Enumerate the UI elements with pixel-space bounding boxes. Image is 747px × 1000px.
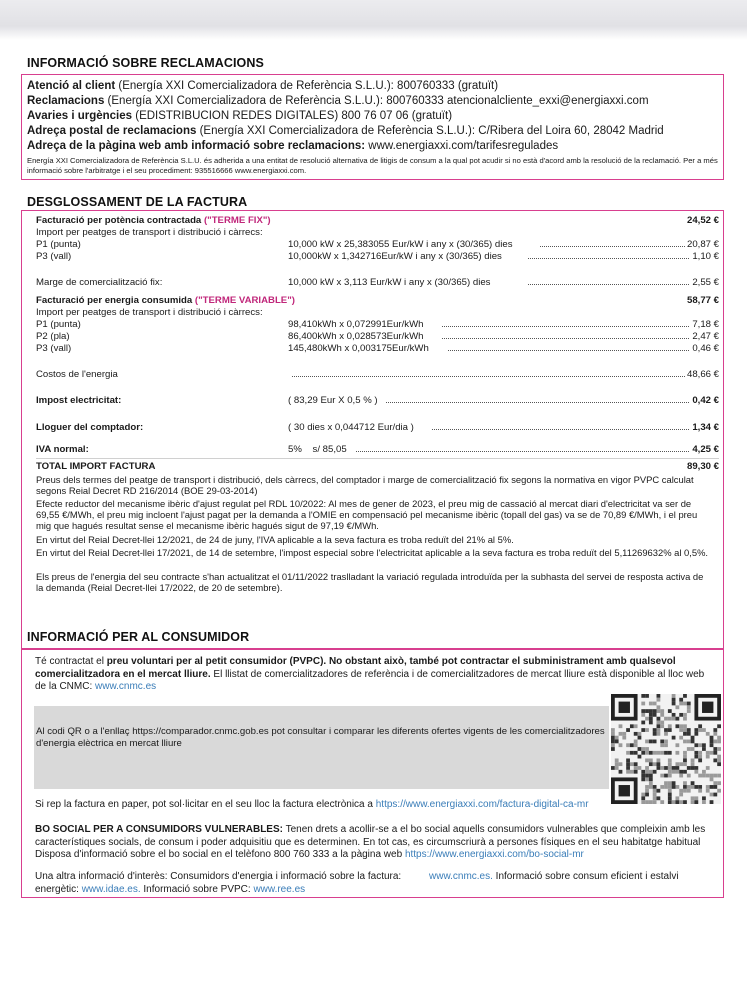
note-peatge: Preus dels termes del peatge de transport i distribució, dels càrrecs, del comptador i marge de comercialització fix segons la normativa en vigor PVPC calculat segons Reial Decret RD 216/2014 (BOE 29-03-2014) — [36, 474, 694, 497]
total-separator — [36, 458, 719, 459]
reclamacions-box — [21, 74, 724, 180]
fix-total: 24,52 € — [686, 215, 719, 226]
variable-row-p3: P3 (vall) 145,480kWh x 0,003175Eur/kWh 0,46 € — [36, 343, 719, 354]
consumidor-box — [21, 648, 724, 898]
comparador-panel — [34, 706, 609, 789]
ree-link[interactable]: www.ree.es — [253, 883, 306, 895]
fix-row-p1: P1 (punta) 10,000 kW x 25,383055 Eur/kW i any x (30/365) dies 20,87 € — [36, 239, 719, 250]
variable-header: Facturació per energia consumida ("TERME VARIABLE") 58,77 € — [36, 295, 719, 306]
fix-marge: Marge de comercialització fix: 10,000 kW x 3,113 Eur/kW i any x (30/365) dies 2,55 € — [36, 277, 719, 288]
desglossament-title: DESGLOSSAMENT DE LA FACTURA — [27, 195, 248, 209]
note-preus: Els preus de l'energia del seu contracte s'han actualitzat el 01/11/2022 traslladant la variació regulada introduïda per la subhasta del servei de resposta activa de la demanda (Reial Decret-llei 17/2022, de 20 de setembre). — [36, 571, 704, 594]
comparador-text: Al codi QR o a l'enllaç https://comparador.cnmc.gob.es pot consultar i comparar les diferents ofertes vigents de les comercialitzadores d'energia elèctrica en mercat lliure — [36, 726, 605, 749]
pvpc-paragraph: Té contractat el preu voluntari per al petit consumidor (PVPC). No obstant això, també pot contractar el subministrament amb qualsevol comercialitzadora en el mercat lliure. El llistat de comercialitzadores de referència i de comercialitzadores de mercat lliure està disponible al lloc web de la CNMC: www.cnmc.es — [35, 656, 705, 693]
iva-row: IVA normal: 5% s/ 85,05 4,25 € — [36, 444, 719, 455]
variable-costos: Costos de l'energia 48,66 € — [36, 369, 719, 380]
cnmc-link-2[interactable]: www.cnmc.es. — [429, 871, 493, 882]
total-row: TOTAL IMPORT FACTURA 89,30 € — [36, 461, 719, 472]
consumidor-title: INFORMACIÓ PER AL CONSUMIDOR — [27, 630, 250, 644]
fix-row-p3: P3 (vall) 10,000kW x 1,342716Eur/kW i any x (30/365) dies 1,10 € — [36, 251, 719, 262]
variable-subheader: Import per peatges de transport i distribució i càrrecs: — [36, 307, 263, 318]
cnmc-link[interactable]: www.cnmc.es — [95, 681, 157, 693]
impost-row: Impost electricitat: ( 83,29 Eur X 0,5 % ) 0,42 € — [36, 395, 719, 406]
qr-code-icon[interactable] — [611, 694, 721, 804]
rec-line-reclamacions: Reclamacions (Energía XXI Comercializadora de Referència S.L.U.): 800760333 atencionalcliente_exxi@energiaxxi.com — [27, 95, 649, 107]
fix-header: Facturació per potència contractada ("TERME FIX") 24,52 € — [36, 215, 719, 226]
variable-row-p1: P1 (punta) 98,410kWh x 0,072991Eur/kWh 7,18 € — [36, 319, 719, 330]
variable-total: 58,77 € — [686, 295, 719, 306]
top-band — [0, 0, 747, 40]
idae-link[interactable]: www.idae.es. — [81, 883, 141, 895]
factura-digital-paragraph: Si rep la factura en paper, pot sol·licitar en el seu lloc la factura electrònica a https://www.energiaxxi.com/factura-digital-ca-mr — [35, 799, 589, 810]
note-iva: En virtut del Reial Decret-llei 12/2021, de 24 de juny, l'IVA aplicable a la seva factura es troba reduït del 21% al 5%. — [36, 534, 514, 545]
note-mecanisme-iberic: Efecte reductor del mecanisme ibèric d'ajust regulat pel RDL 10/2022: Al mes de gener de 2023, el preu mig de cassació al mercat diari d'electricitat va ser de 69,55 €/MWh, el preu mig incloent l'ajust pagat per la demanda a l'OMIE en compensació pel mecanisme ibèric (topall del gas) va se de 70,89 €/MWh, i el preu mig que hagués resultat sense el mecanisme ibèric hagués sigut de 97,19 €/MWh. — [36, 498, 698, 532]
rec-line-adreca: Adreça postal de reclamacions (Energía XXI Comercializadora de Referència S.L.U.): C/Ribera del Loira 60, 28042 Madrid — [27, 125, 664, 137]
factura-digital-link[interactable]: https://www.energiaxxi.com/factura-digital-ca-mr — [375, 799, 589, 810]
fix-subheader: Import per peatges de transport i distribució i càrrecs: — [36, 227, 263, 238]
rec-note: Energía XXI Comercializadora de Referència S.L.U. és adherida a una entitat de resolució alternativa de litigis de consum a la qual pot acudir si no està d'acord amb la resolució de la reclamació. Per a més informació sobre l'arbitratge i el seu procediment: 935516666 www.energiaxxi.com. — [27, 156, 718, 175]
variable-row-p2: P2 (pla) 86,400kWh x 0,028573Eur/kWh 2,47 € — [36, 331, 719, 342]
desglossament-box — [21, 210, 724, 650]
altra-info-paragraph: Una altra informació d'interès: Consumidors d'energia i informació sobre la factura: www.cnmc.es. Informació sobre consum eficient i estalvi energètic: www.idae.es. Informació sobre PVPC: www.ree.es — [35, 871, 679, 895]
rec-line-avaries: Avaries i urgències (EDISTRIBUCION REDES DIGITALES) 800 76 07 06 (gratuït) — [27, 110, 453, 122]
note-impost: En virtut del Reial Decret-llei 17/2021, de 14 de setembre, l'impost especial sobre l'electricitat aplicable a la seva factura es troba reduït del 5,11269632% al 0,5%. — [36, 547, 709, 558]
rec-line-web: Adreça de la pàgina web amb informació sobre reclamacions: www.energiaxxi.com/tarifesregulades — [27, 140, 559, 152]
bo-social-link[interactable]: https://www.energiaxxi.com/bo-social-mr — [404, 849, 584, 861]
rec-line-atencio: Atenció al client (Energía XXI Comercializadora de Referència S.L.U.): 800760333 (gratuït) — [27, 80, 499, 92]
reclamacions-title: INFORMACIÓ SOBRE RECLAMACIONS — [27, 56, 264, 70]
bo-social-paragraph: BO SOCIAL PER A CONSUMIDORS VULNERABLES: Tenen drets a acollir-se a el bo social aquells consumidors vulnerables que compleixin amb les característiques socials, de consum i poder adquisitiu que es determinen. En tot cas, es circumscriurà a persones físiques en el seu habitatge habitual Disposa d'informació sobre el bo social en el telèfono 800 760 333 a la pàgina web https://www.energiaxxi.com/bo-social-mr — [35, 824, 706, 861]
lloguer-row: Lloguer del comptador: ( 30 dies x 0,044712 Eur/dia ) 1,34 € — [36, 422, 719, 433]
